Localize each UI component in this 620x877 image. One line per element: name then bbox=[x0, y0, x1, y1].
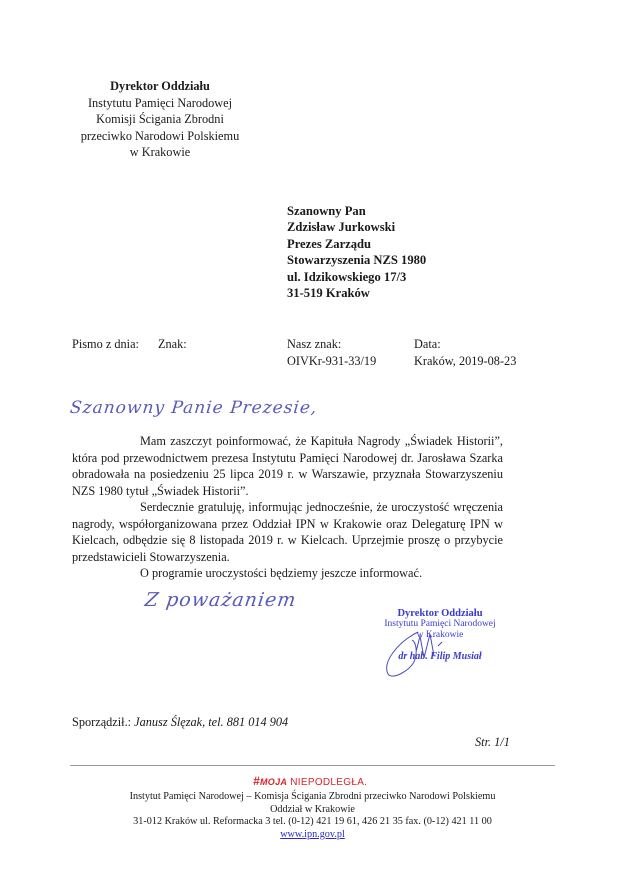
stamp-line: w Krakowie bbox=[416, 630, 464, 640]
handwritten-greeting: Szanowny Panie Prezesie, bbox=[68, 398, 319, 418]
our-sign bbox=[287, 336, 376, 369]
recipient-line: Stowarzyszenia NZS 1980 bbox=[287, 253, 427, 268]
logo-moja: MOJA bbox=[259, 777, 288, 787]
prepared-by-label: Sporządził.: bbox=[72, 715, 132, 729]
prepared-by bbox=[72, 715, 288, 730]
sign-label: Znak: bbox=[158, 337, 187, 351]
handwritten-closing: Z poważaniem bbox=[143, 589, 298, 611]
moja-niepodlegla-logo bbox=[253, 774, 367, 788]
footer-line: 31-012 Kraków ul. Reformacka 3 tel. (0-12) 421 19 61, 426 21 35 fax. (0-12) 421 11 00 bbox=[133, 816, 492, 828]
page-number: Str. 1/1 bbox=[475, 735, 510, 749]
prepared-by-value: Janusz Ślęzak, tel. 881 014 904 bbox=[134, 715, 289, 729]
footer bbox=[70, 791, 555, 841]
sender-title: Dyrektor Oddziału bbox=[110, 79, 210, 93]
date-value: Kraków, 2019-08-23 bbox=[414, 353, 517, 368]
footer-line: Oddział w Krakowie bbox=[270, 803, 355, 815]
recipient-line: Zdzisław Jurkowski bbox=[287, 220, 396, 235]
body-paragraph: O programie uroczystości będziemy jeszcze informować. bbox=[140, 566, 423, 580]
director-signature bbox=[378, 622, 458, 682]
footer-line: Instytut Pamięci Narodowej – Komisja Ścigania Zbrodni przeciwko Narodowi Polskiemu bbox=[129, 791, 496, 802]
letter-date-label: Pismo z dnia: bbox=[72, 337, 139, 351]
stamp-line: Instytutu Pamięci Narodowej bbox=[384, 619, 496, 629]
recipient-line: Prezes Zarządu bbox=[287, 236, 372, 251]
footer-divider bbox=[70, 765, 555, 766]
sender-line: przeciwko Narodowi Polskiemu bbox=[80, 128, 240, 143]
letter-body bbox=[72, 433, 503, 582]
date-label: Data: bbox=[414, 337, 441, 351]
logo-hash: # bbox=[253, 774, 260, 788]
date bbox=[414, 336, 516, 369]
sender-block bbox=[60, 78, 260, 161]
sender-line: Instytutu Pamięci Narodowej bbox=[87, 95, 233, 110]
recipient-line: 31-519 Kraków bbox=[287, 286, 370, 301]
body-paragraph: Serdecznie gratuluję, informując jednocześnie, że uroczystość wręczenia nagrody, współorganizowana przez Oddział IPN w Krakowie oraz Delegaturę IPN w Kielcach, odbędzie się 8 listopada 2019 r. w Kielcach. Uprzejmie proszę o przybycie przedstawicieli Stowarzyszenia. bbox=[72, 500, 503, 564]
sender-line: w Krakowie bbox=[129, 145, 191, 159]
our-sign-value: OIVKr-931-33/19 bbox=[287, 353, 377, 368]
stamp-name: dr hab. Filip Musiał bbox=[398, 651, 482, 662]
recipient-block bbox=[287, 203, 426, 301]
sender-line: Komisji Ścigania Zbrodni bbox=[96, 112, 224, 126]
logo-text: NIEPODLEGŁA. bbox=[290, 777, 368, 788]
recipient-line: Szanowny Pan bbox=[287, 204, 366, 218]
stamp-title: Dyrektor Oddziału bbox=[397, 608, 483, 619]
our-sign-label: Nasz znak: bbox=[287, 337, 342, 351]
website-link[interactable]: www.ipn.gov.pl bbox=[280, 828, 345, 840]
body-paragraph: Mam zaszczyt poinformować, że Kapituła Nagrody „Świadek Historii”, która pod przewodnictwem prezesa Instytutu Pamięci Narodowej dr. Jarosława Szarka obradowała na posiedzeniu 25 lipca 2019 r. w Warszawie, przyznała Stowarzyszeniu NZS 1980 tytuł „Świadek Historii”. bbox=[72, 434, 503, 498]
recipient-line: ul. Idzikowskiego 17/3 bbox=[287, 269, 407, 284]
